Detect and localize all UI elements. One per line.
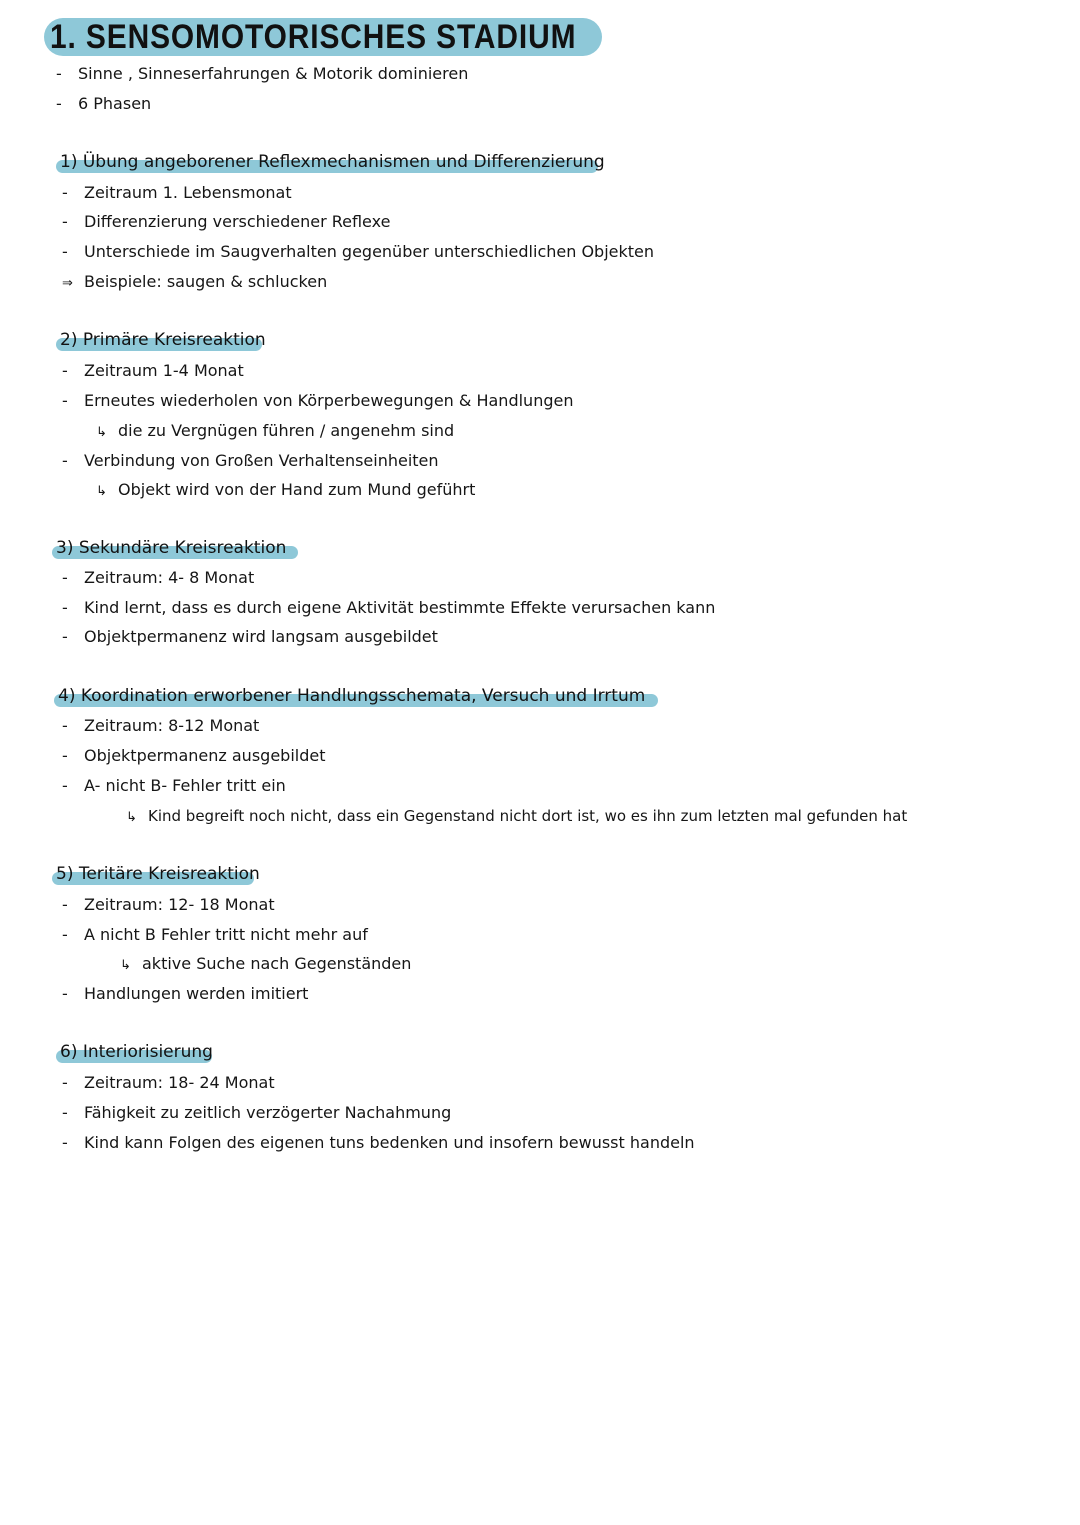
phase-5-subitem: ↳ aktive Suche nach Gegenständen	[120, 954, 411, 976]
phase-1-example: ⇒ Beispiele: saugen & schlucken	[62, 272, 327, 294]
phase-1-heading: 1) Übung angeborener Reflexmechanismen und Differenzierung	[56, 152, 598, 166]
page-title: 1. SENSOMOTORISCHES STADIUM	[50, 17, 577, 56]
phase-3-heading: 3) Sekundäre Kreisreaktion	[52, 538, 298, 552]
phase-4-heading: 4) Koordination erworbener Handlungsschemata, Versuch und Irrtum	[54, 686, 658, 700]
intro-line: - Sinne , Sinneserfahrungen & Motorik dominieren	[56, 64, 469, 83]
intro-line: - 6 Phasen	[56, 94, 152, 113]
phase-5-item: - Handlungen werden imitiert	[62, 984, 309, 1003]
sub-arrow-icon: ↳	[96, 484, 107, 499]
phase-6-item: - Kind kann Folgen des eigenen tuns bedenken und insofern bewusst handeln	[62, 1133, 695, 1152]
phase-4-subitem: ↳ Kind begreift noch nicht, dass ein Gegenstand nicht dort ist, wo es ihn zum letzten mal gefunden hat	[126, 806, 907, 828]
phase-4-item: - Zeitraum: 8-12 Monat	[62, 716, 260, 735]
phase-5-item: - Zeitraum: 12- 18 Monat	[62, 895, 275, 914]
phase-6-item: - Zeitraum: 18- 24 Monat	[62, 1073, 275, 1092]
phase-2-subitem: ↳ Objekt wird von der Hand zum Mund geführt	[96, 480, 475, 502]
phase-1-item: - Unterschiede im Saugverhalten gegenüber unterschiedlichen Objekten	[62, 242, 655, 261]
phase-1-item: - Zeitraum 1. Lebensmonat	[62, 183, 292, 202]
phase-3-item: - Zeitraum: 4- 8 Monat	[62, 568, 255, 587]
sub-arrow-icon: ↳	[120, 958, 131, 973]
phase-6-heading: 6) Interiorisierung	[56, 1042, 212, 1056]
phase-2-item: - Verbindung von Großen Verhaltenseinheiten	[62, 451, 439, 470]
sub-arrow-icon: ↳	[126, 810, 137, 825]
title-highlight	[44, 18, 602, 56]
phase-4-item: - Objektpermanenz ausgebildet	[62, 746, 326, 765]
implies-arrow-icon: ⇒	[62, 276, 73, 291]
phase-2-item: - Erneutes wiederholen von Körperbewegungen & Handlungen	[62, 391, 574, 410]
phase-4-item: - A- nicht B- Fehler tritt ein	[62, 776, 286, 795]
phase-5-heading: 5) Teritäre Kreisreaktion	[52, 864, 254, 878]
phase-2-subitem: ↳ die zu Vergnügen führen / angenehm sind	[96, 421, 454, 443]
phase-3-item: - Objektpermanenz wird langsam ausgebildet	[62, 627, 438, 646]
phase-5-item: - A nicht B Fehler tritt nicht mehr auf	[62, 925, 368, 944]
phase-6-item: - Fähigkeit zu zeitlich verzögerter Nachahmung	[62, 1103, 452, 1122]
phase-2-heading: 2) Primäre Kreisreaktion	[56, 330, 262, 344]
phase-2-item: - Zeitraum 1-4 Monat	[62, 361, 244, 380]
phase-1-item: - Differenzierung verschiedener Reflexe	[62, 212, 391, 231]
phase-3-item: - Kind lernt, dass es durch eigene Aktivität bestimmte Effekte verursachen kann	[62, 598, 716, 617]
sub-arrow-icon: ↳	[96, 425, 107, 440]
